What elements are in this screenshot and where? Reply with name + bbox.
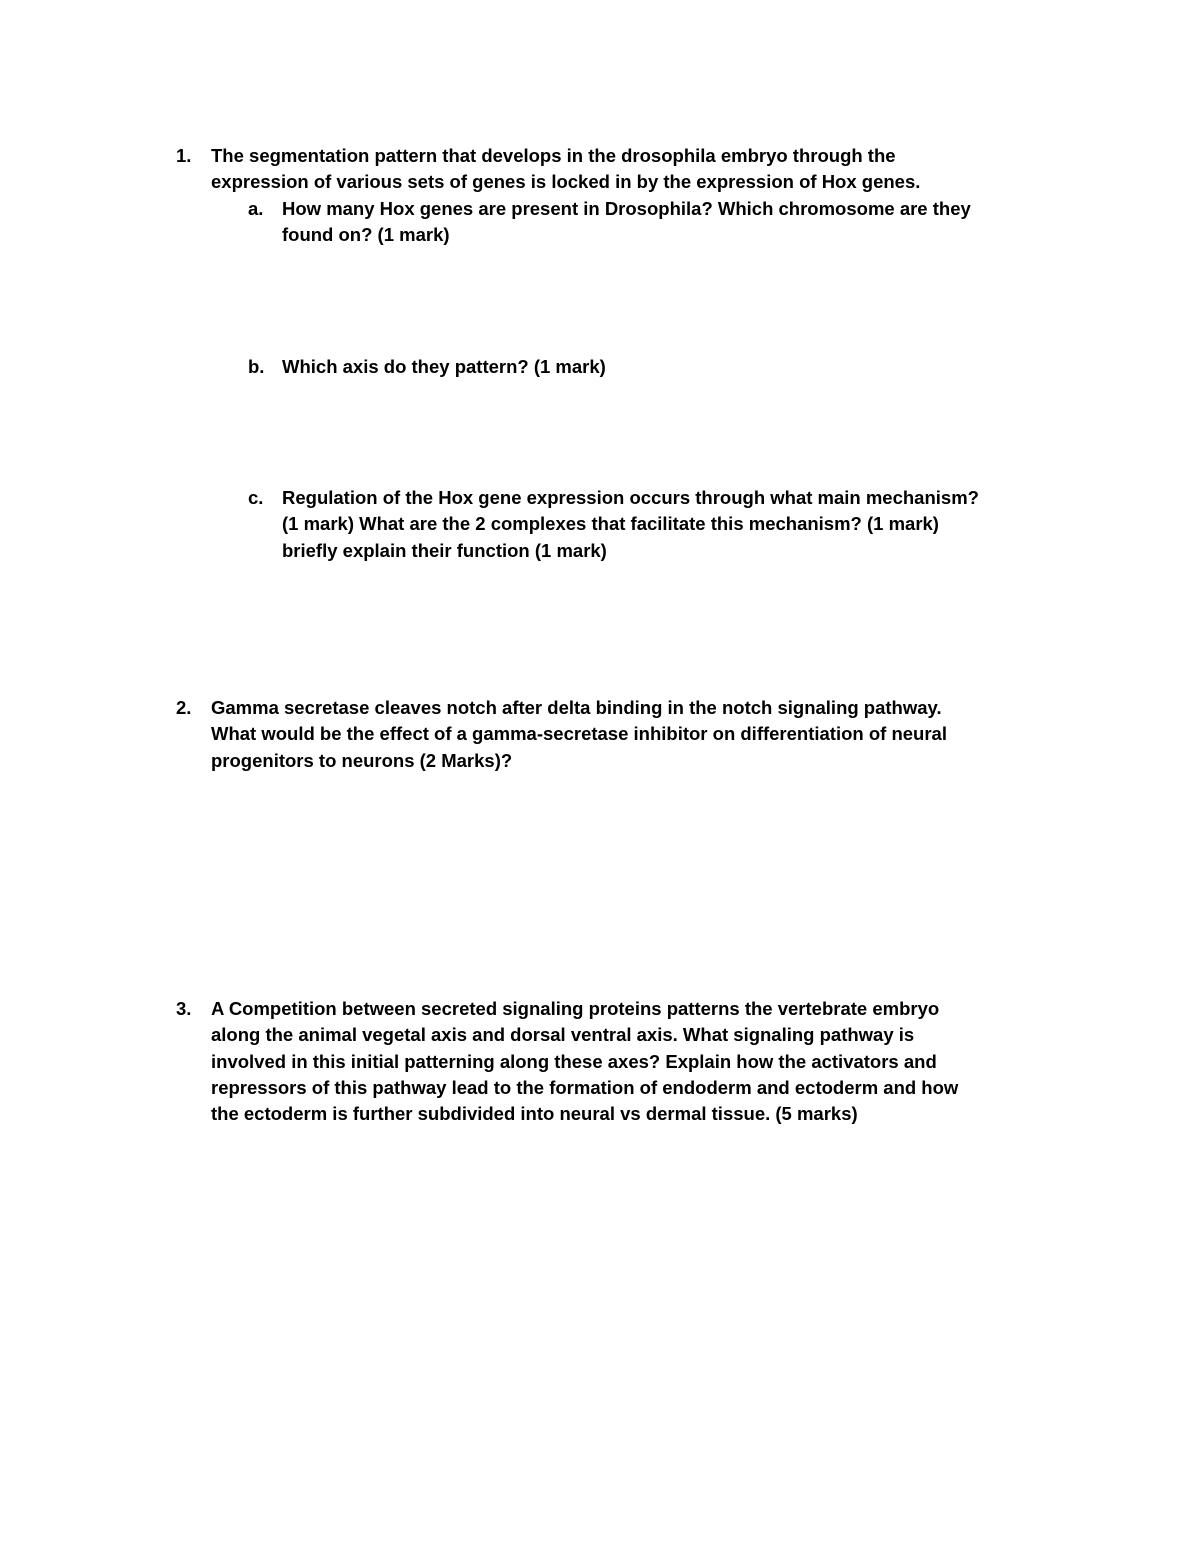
part-line: found on? (1 mark) [282,224,450,246]
part-letter: a. [248,198,264,219]
part-line: Which axis do they pattern? (1 mark) [282,356,606,377]
question-text [211,143,1111,196]
part-text [282,196,1102,249]
question-line: expression of various sets of genes is locked in by the expression of Hox genes. [211,171,921,193]
question-number: 3. [176,998,192,1019]
question-number: 2. [176,697,192,718]
question-line: repressors of this pathway lead to the formation of endoderm and ectoderm and how [211,1076,959,1098]
question-line: involved in this initial patterning along these axes? Explain how the activators and [211,1050,937,1072]
question-line: the ectoderm is further subdivided into neural vs dermal tissue. (5 marks) [211,1103,858,1125]
question-text [211,695,1111,774]
part-text [282,354,1102,380]
part-line: (1 mark) What are the 2 complexes that facilitate this mechanism? (1 mark) [282,513,939,535]
question-line: along the animal vegetal axis and dorsal ventral axis. What signaling pathway is [211,1024,915,1046]
part-letter: b. [248,356,265,377]
part-line: Regulation of the Hox gene expression occurs through what main mechanism? [282,487,979,508]
question-line: A Competition between secreted signaling proteins patterns the vertebrate embryo [211,998,940,1019]
part-letter: c. [248,487,264,508]
question-line: progenitors to neurons (2 Marks)? [211,749,513,771]
question-number: 1. [176,145,192,166]
part-line: How many Hox genes are present in Drosophila? Which chromosome are they [282,198,971,219]
question-line: The segmentation pattern that develops in the drosophila embryo through the [211,145,896,166]
part-text [282,485,1102,564]
part-line: briefly explain their function (1 mark) [282,539,607,561]
question-line: Gamma secretase cleaves notch after delta binding in the notch signaling pathway. [211,697,942,718]
question-text [211,996,1111,1127]
question-line: What would be the effect of a gamma-secretase inhibitor on differentiation of neural [211,723,947,745]
